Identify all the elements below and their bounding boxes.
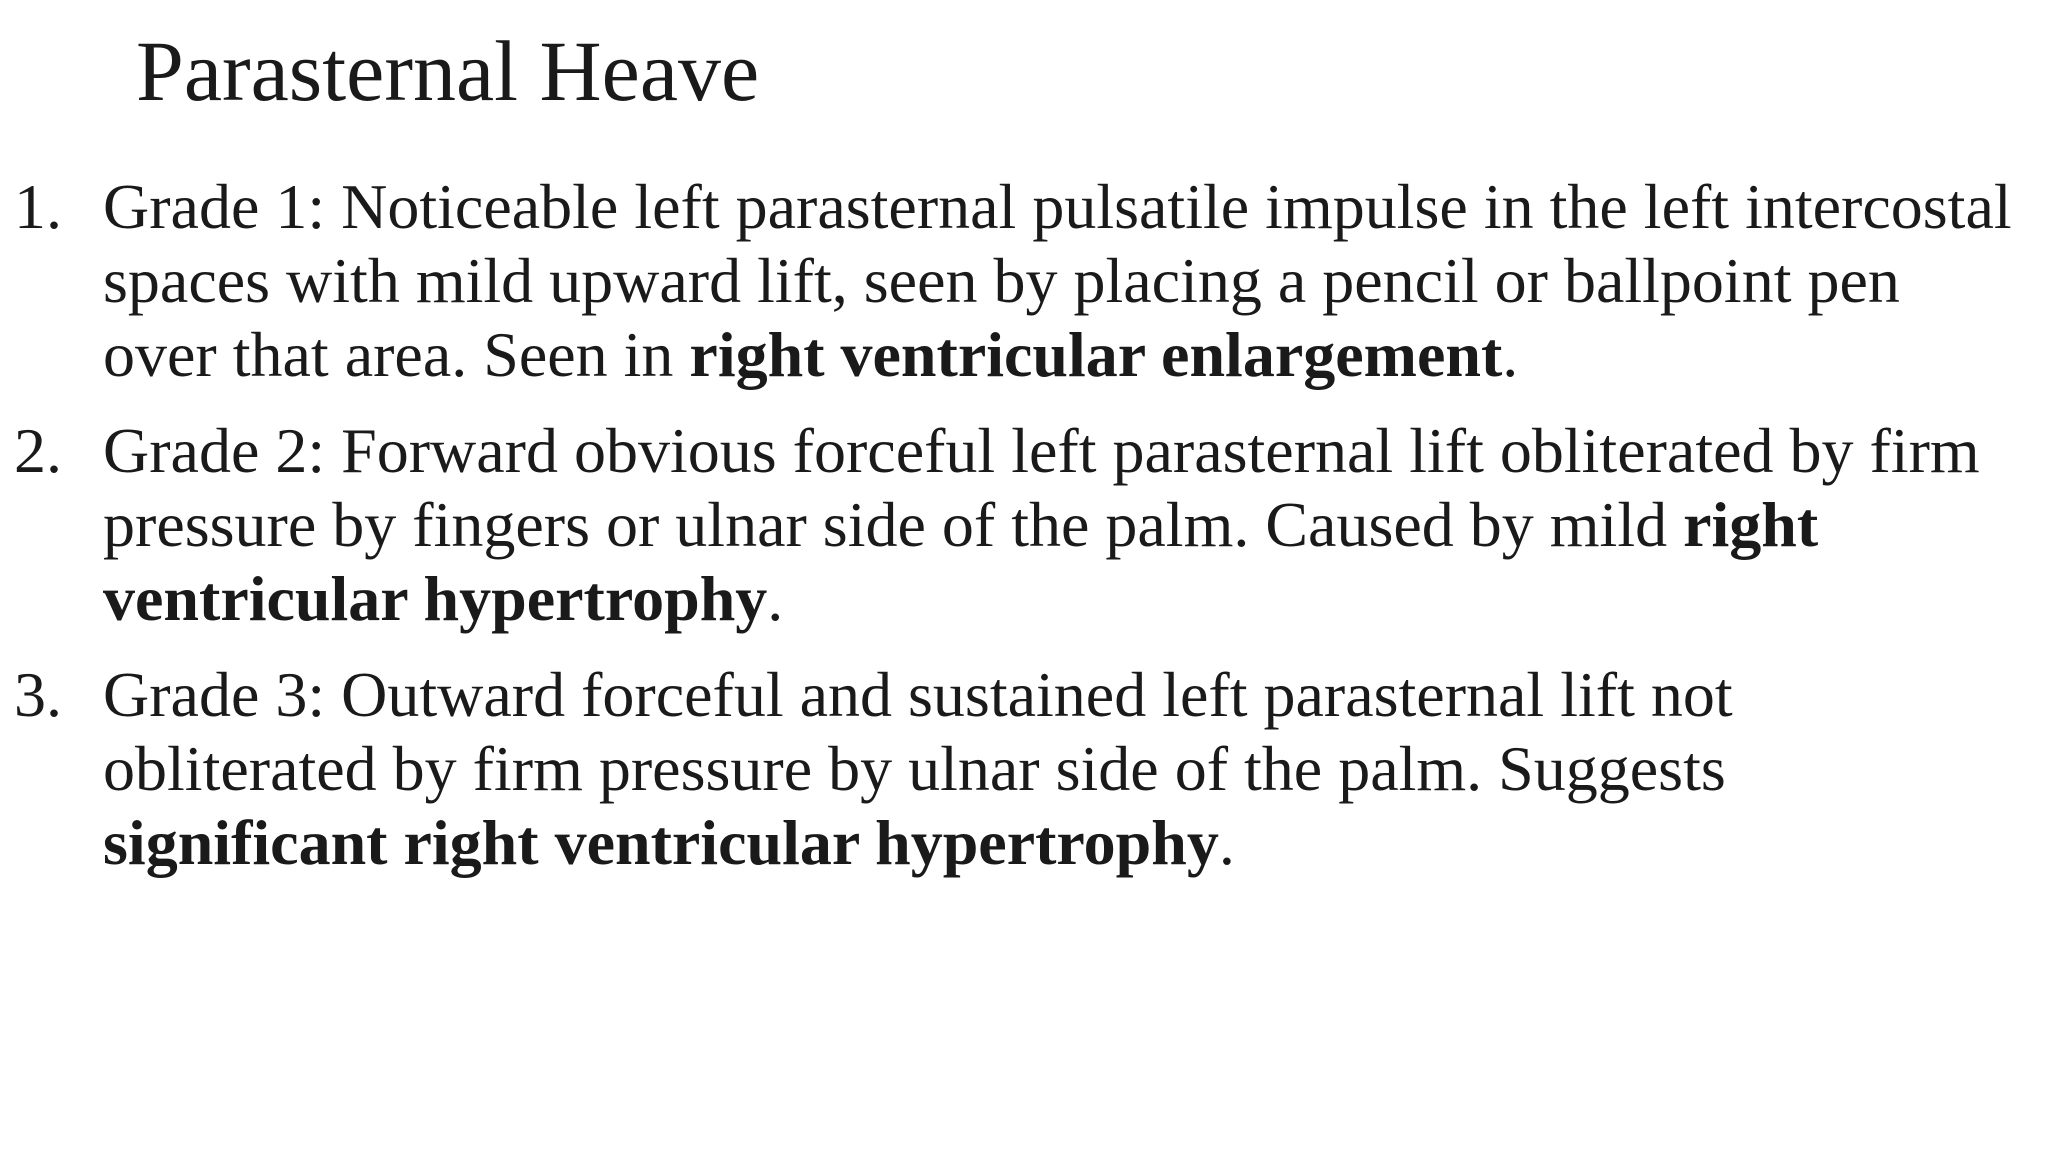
list-item-grade-1 [0, 170, 2020, 392]
list-item-body: Grade 3: Outward forceful and sustained left parasternal lift not obliterated by firm pressure by ulnar side of the palm. Suggests [103, 659, 1733, 804]
list-item-body: Grade 1: Noticeable left parasternal pulsatile impulse in the left intercostal spaces with mild upward lift, seen by placing a pencil or ballpoint pen over that area. Seen in [103, 171, 2012, 390]
list-item-end-punctuation: . [1218, 807, 1235, 878]
list-item-grade-3 [0, 658, 2020, 880]
list-item-text [103, 658, 2020, 880]
grade-list [0, 170, 2020, 902]
list-item-bold-phrase: right ventricular enlargement [689, 319, 1503, 390]
list-item-body: Grade 2: Forward obvious forceful left parasternal lift obliterated by firm pressure by fingers or ulnar side of the palm. Caused by mild [103, 415, 1980, 560]
list-item-number: 3. [14, 659, 62, 730]
list-item-end-punctuation: . [767, 563, 784, 634]
list-item-end-punctuation: . [1502, 319, 1519, 390]
list-item-bold-phrase: significant right ventricular hypertrophy [103, 807, 1219, 878]
list-item-bold-phrase: right ventricular hypertrophy [103, 489, 1819, 634]
slide-title: Parasternal Heave [136, 23, 760, 119]
list-item-number: 1. [14, 171, 62, 242]
list-item-number: 2. [14, 415, 62, 486]
list-item-grade-2 [0, 414, 2020, 636]
list-item-text [103, 414, 2020, 636]
list-item-text [103, 170, 2020, 392]
